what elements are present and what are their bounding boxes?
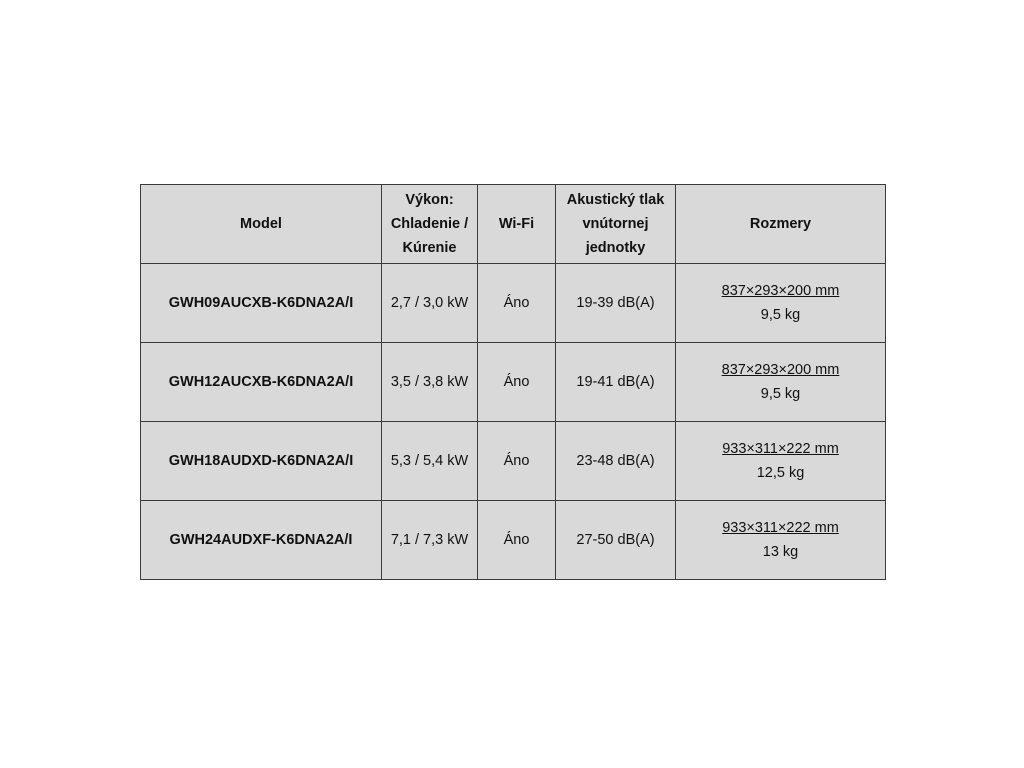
dimensions-value: 933×311×222 mm — [722, 520, 839, 536]
cell-model: GWH18AUDXD-K6DNA2A/I — [141, 422, 382, 501]
header-dimensions: Rozmery — [676, 185, 886, 264]
cell-wifi: Áno — [478, 264, 556, 343]
cell-power: 2,7 / 3,0 kW — [382, 264, 478, 343]
header-model: Model — [141, 185, 382, 264]
cell-dimensions — [676, 343, 886, 422]
header-noise-line1: Akustický tlak — [566, 192, 665, 208]
cell-dimensions — [676, 501, 886, 580]
dimensions-value: 837×293×200 mm — [721, 362, 840, 378]
header-noise-line3: jednotky — [585, 240, 646, 256]
dimensions-value: 837×293×200 mm — [721, 283, 840, 299]
weight-value: 12,5 kg — [756, 465, 805, 481]
header-power-line2: Chladenie / — [390, 216, 469, 232]
cell-wifi: Áno — [478, 343, 556, 422]
cell-noise: 23-48 dB(A) — [556, 422, 676, 501]
cell-noise: 19-41 dB(A) — [556, 343, 676, 422]
header-noise-line2: vnútornej — [582, 216, 649, 232]
weight-value: 13 kg — [762, 544, 799, 560]
table-row — [141, 501, 886, 580]
dimensions-value: 933×311×222 mm — [722, 441, 839, 457]
cell-wifi: Áno — [478, 422, 556, 501]
table-header-row — [141, 185, 886, 264]
header-power — [382, 185, 478, 264]
table-row — [141, 264, 886, 343]
cell-power: 7,1 / 7,3 kW — [382, 501, 478, 580]
spec-table — [140, 184, 886, 580]
header-wifi: Wi-Fi — [478, 185, 556, 264]
cell-noise: 27-50 dB(A) — [556, 501, 676, 580]
cell-noise: 19-39 dB(A) — [556, 264, 676, 343]
weight-value: 9,5 kg — [760, 386, 801, 402]
cell-power: 5,3 / 5,4 kW — [382, 422, 478, 501]
cell-dimensions — [676, 422, 886, 501]
cell-model: GWH12AUCXB-K6DNA2A/I — [141, 343, 382, 422]
weight-value: 9,5 kg — [760, 307, 801, 323]
cell-power: 3,5 / 3,8 kW — [382, 343, 478, 422]
header-power-line1: Výkon: — [405, 192, 454, 208]
header-noise — [556, 185, 676, 264]
cell-dimensions — [676, 264, 886, 343]
header-power-line3: Kúrenie — [402, 240, 457, 256]
table-row — [141, 343, 886, 422]
cell-model: GWH24AUDXF-K6DNA2A/I — [141, 501, 382, 580]
cell-wifi: Áno — [478, 501, 556, 580]
table-row — [141, 422, 886, 501]
cell-model: GWH09AUCXB-K6DNA2A/I — [141, 264, 382, 343]
